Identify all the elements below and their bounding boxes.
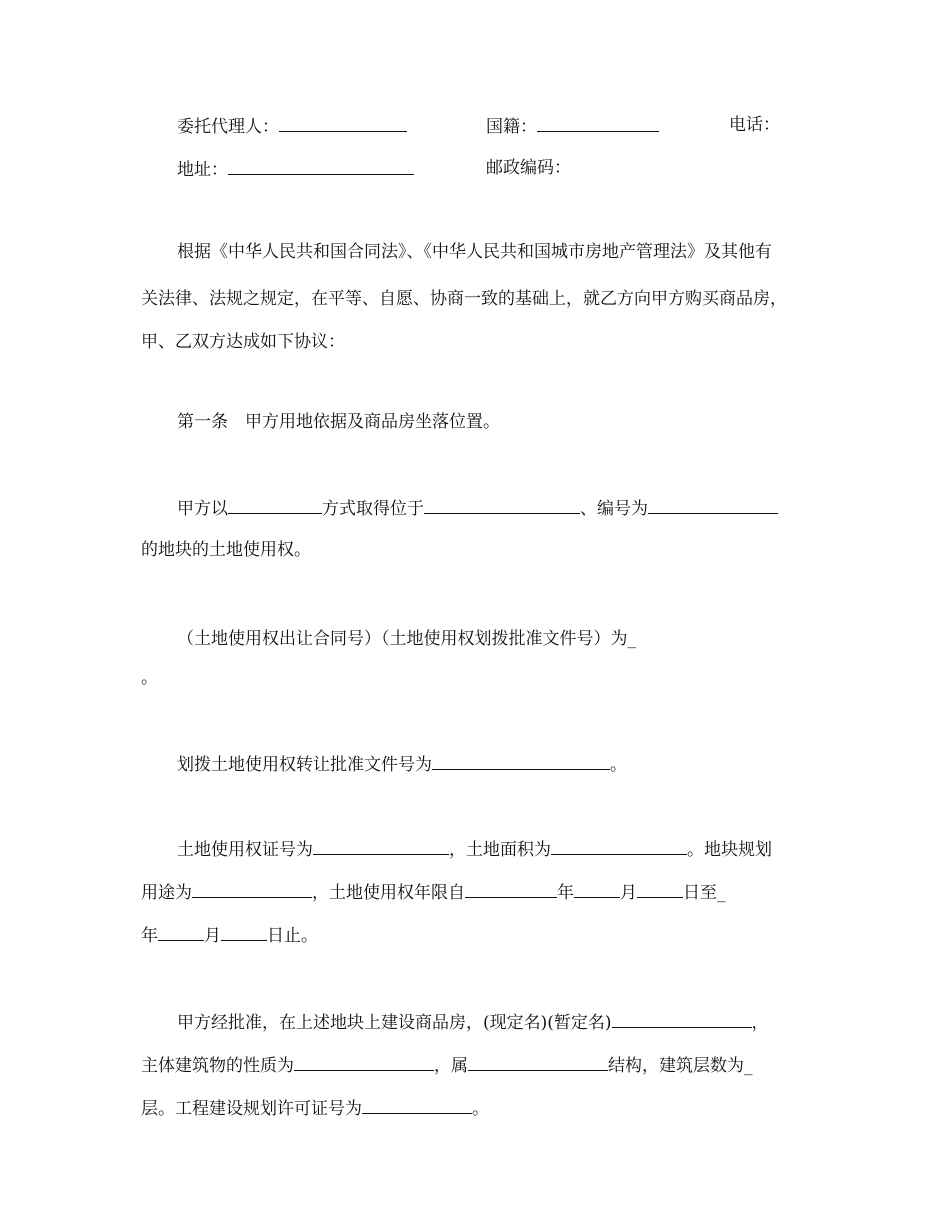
article-1-p4-line2 xyxy=(141,880,726,904)
preamble-line-1: 根据《中华人民共和国合同法》、《中华人民共和国城市房地产管理法》及其他有 xyxy=(177,242,772,262)
structure-blank xyxy=(468,1053,608,1071)
article-1-p2-line1: （土地使用权出让合同号）（土地使用权划拨批准文件号）为_ xyxy=(177,629,636,649)
article-1-title: 第一条 甲方用地依据及商品房坐落位置。 xyxy=(177,412,500,432)
location-blank xyxy=(424,496,580,514)
postcode-label: 邮政编码： xyxy=(486,158,571,178)
article-1-p5-line2 xyxy=(141,1053,753,1077)
preamble-line-3: 甲、乙双方达成如下协议： xyxy=(141,332,345,352)
p4-text-h: 日至_ xyxy=(683,883,726,903)
p4-text-g: 月 xyxy=(620,883,637,903)
p4-text-d: 用途为 xyxy=(141,883,192,903)
p5-text-b: ， xyxy=(751,1013,769,1033)
p4-text-j: 月 xyxy=(204,926,221,946)
address-blank xyxy=(228,157,414,175)
nationality-row xyxy=(486,114,659,138)
p4-text-e: ，土地使用权年限自 xyxy=(312,883,465,903)
article-1-p5-line3 xyxy=(141,1096,489,1120)
phone-label: 电话： xyxy=(729,115,780,135)
building-nature-blank xyxy=(294,1053,434,1071)
certificate-number-blank xyxy=(313,837,449,855)
p5-text-d: ，属 xyxy=(434,1056,468,1076)
article-1-p1-line2: 的地块的土地使用权。 xyxy=(141,540,311,560)
article-1-p4-line1 xyxy=(177,837,772,861)
p4-text-k: 日止。 xyxy=(267,926,318,946)
p3-text-a: 划拨土地使用权转让批准文件号为 xyxy=(177,755,432,775)
p3-text-b: 。 xyxy=(610,755,627,775)
p4-text-b: ，土地面积为 xyxy=(449,840,551,860)
p4-text-a: 土地使用权证号为 xyxy=(177,840,313,860)
plot-number-blank xyxy=(648,496,778,514)
start-year-blank xyxy=(465,880,557,898)
p1-text-c: 、编号为 xyxy=(580,499,648,519)
p5-text-c: 主体建筑物的性质为 xyxy=(141,1056,294,1076)
address-row xyxy=(177,157,414,181)
p4-text-f: 年 xyxy=(557,883,574,903)
agent-label: 委托代理人： xyxy=(177,117,279,137)
p1-text-a: 甲方以 xyxy=(177,499,228,519)
p5-text-e: 结构，建筑层数为_ xyxy=(608,1056,753,1076)
planning-permit-blank xyxy=(362,1096,472,1114)
article-1-p5-line1 xyxy=(177,1010,769,1034)
nationality-label: 国籍： xyxy=(486,117,537,137)
address-label: 地址： xyxy=(177,160,228,180)
p4-text-c: 。地块规划 xyxy=(687,840,772,860)
article-1-p3 xyxy=(177,752,627,776)
start-day-blank xyxy=(637,880,683,898)
transfer-approval-blank xyxy=(432,752,610,770)
p5-text-a: 甲方经批准，在上述地块上建设商品房，(现定名)(暂定名) xyxy=(177,1013,612,1033)
p5-text-f: 层。工程建设规划许可证号为 xyxy=(141,1099,362,1119)
end-day-blank xyxy=(221,923,267,941)
preamble-line-2: 关法律、法规之规定，在平等、自愿、协商一致的基础上，就乙方向甲方购买商品房， xyxy=(141,289,787,309)
article-1-p4-line3 xyxy=(141,923,318,947)
method-blank xyxy=(228,496,322,514)
article-1-p1-line1 xyxy=(177,496,778,520)
building-name-blank xyxy=(612,1010,752,1028)
p4-text-i: 年 xyxy=(141,926,158,946)
end-month-blank xyxy=(158,923,204,941)
planned-use-blank xyxy=(192,880,312,898)
agent-blank xyxy=(279,114,407,132)
nationality-blank xyxy=(537,114,659,132)
land-area-blank xyxy=(551,837,687,855)
article-1-p2-line2: 。 xyxy=(141,668,158,688)
start-month-blank xyxy=(574,880,620,898)
p1-text-b: 方式取得位于 xyxy=(322,499,424,519)
p5-text-g: 。 xyxy=(472,1099,489,1119)
agent-row xyxy=(177,114,407,138)
